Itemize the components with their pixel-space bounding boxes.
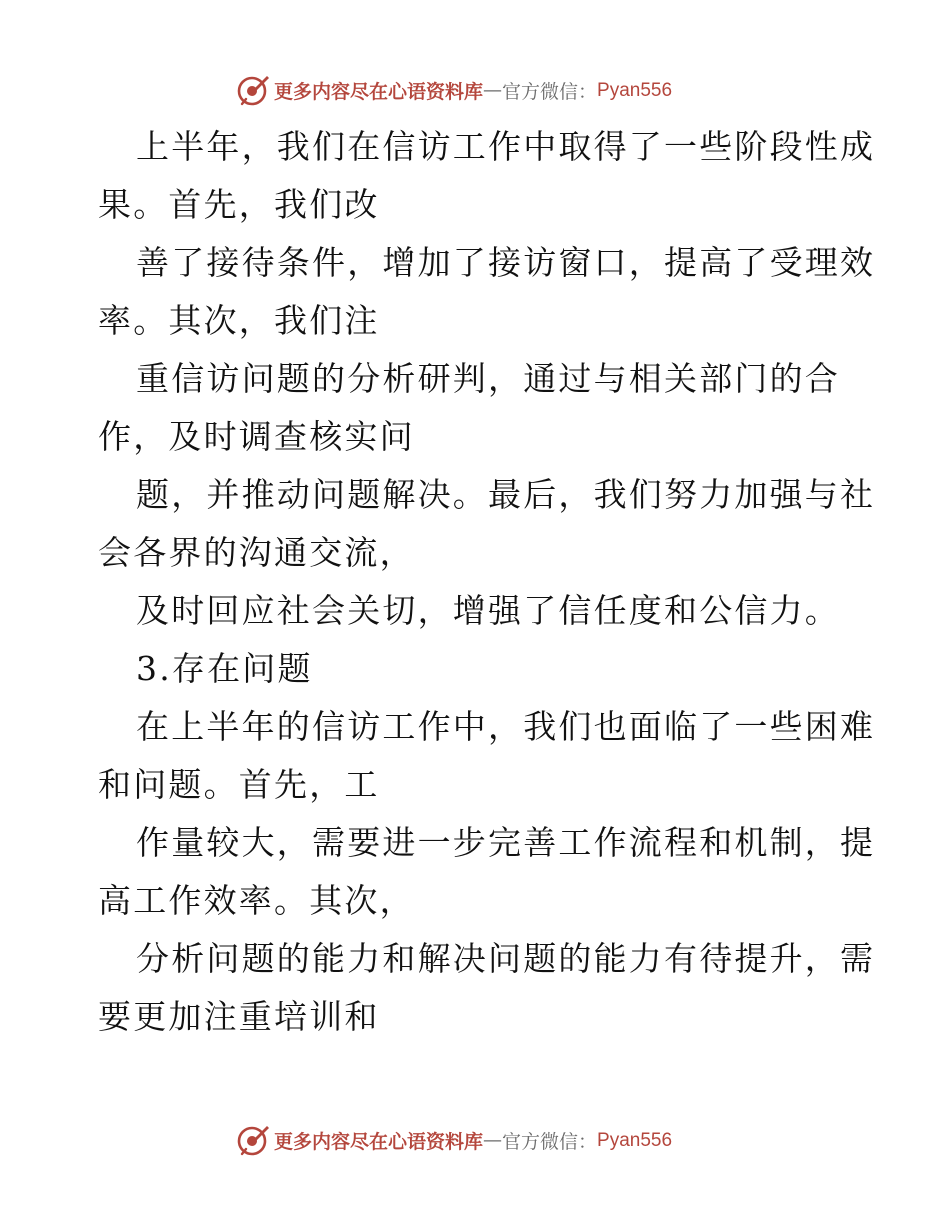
body-line: 题，并推动问题解决。最后，我们努力加强与社 [136,475,876,514]
footer-banner [236,1122,672,1158]
header-banner-label: 官方微信： [502,80,598,103]
header-banner-wechat-id: Pyan556 [597,79,673,101]
body-line: 分析问题的能力和解决问题的能力有待提升，需 [136,939,876,978]
footer-banner-wechat-id: Pyan556 [597,1129,673,1151]
header-banner-separator: — [483,79,503,101]
footer-banner-label: 官方微信： [502,1130,598,1153]
body-line: 重信访问题的分析研判，通过与相关部门的合 [136,359,840,398]
pen-logo-icon [236,73,270,107]
section-heading: 3.存在问题 [136,649,313,688]
body-line: 高工作效率。其次， [98,881,415,920]
body-line: 要更加注重培训和 [98,997,380,1036]
body-line: 在上半年的信访工作中，我们也面临了一些困难 [136,707,876,746]
body-line: 作量较大，需要进一步完善工作流程和机制，提 [136,823,876,862]
header-banner [236,72,672,108]
body-line: 和问题。首先，工 [98,765,380,804]
body-line: 善了接待条件，增加了接访窗口，提高了受理效 [136,243,876,282]
body-line: 率。其次，我们注 [98,301,380,340]
body-line: 会各界的沟通交流， [98,533,415,572]
document-body [98,118,876,1046]
footer-banner-separator: — [483,1129,503,1151]
body-line: 上半年，我们在信访工作中取得了一些阶段性成 [136,127,876,166]
body-line: 果。首先，我们改 [98,185,380,224]
pen-logo-icon [236,1123,270,1157]
body-line: 及时回应社会关切，增强了信任度和公信力。 [136,591,840,630]
header-banner-main: 更多内容尽在心语资料库 [274,80,484,103]
footer-banner-main: 更多内容尽在心语资料库 [274,1130,484,1153]
body-line: 作，及时调查核实问 [98,417,415,456]
